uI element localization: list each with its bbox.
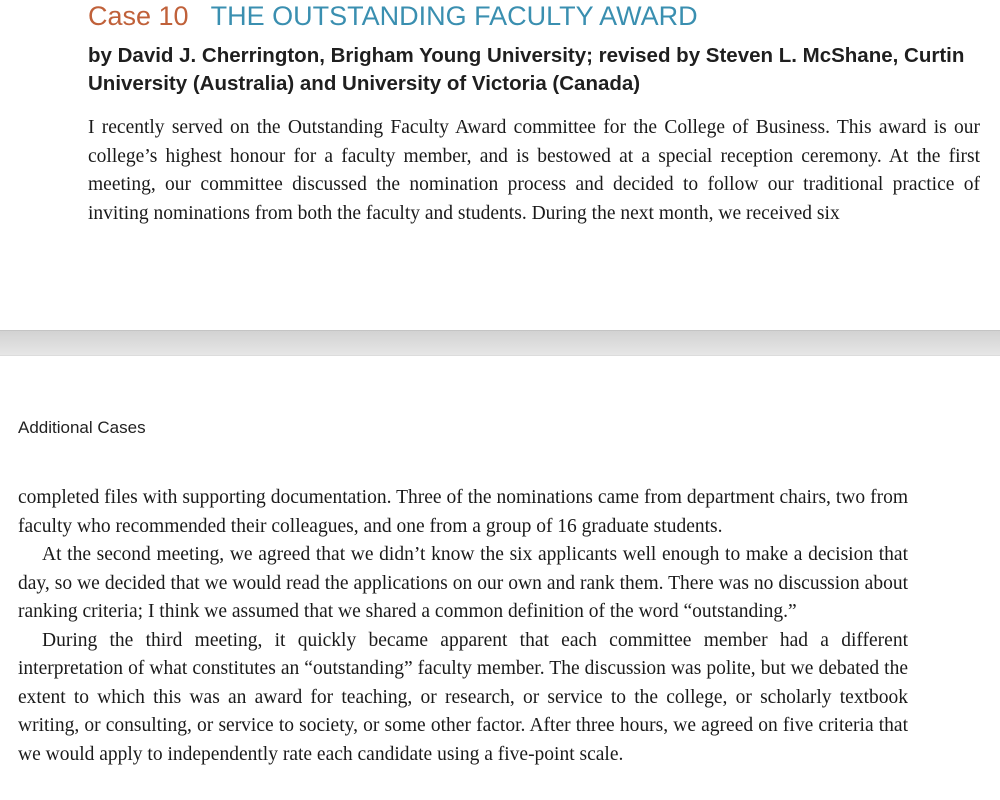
author-byline: by David J. Cherrington, Brigham Young University; revised by Steven L. McShane, Curtin University (Australia) and University of Victoria (Canada): [88, 44, 965, 95]
case-number: Case 10: [88, 1, 189, 31]
paragraph-third-meeting: During the third meeting, it quickly became apparent that each committee member had a different interpretation of what constitutes an “outstanding” faculty member. The discussion was polite, but we debated the extent to which this was an award for teaching, or research, or service to the college, or scholarly textbook writing, or consulting, or service to society, or some other factor. After three hours, we agreed on five criteria that we would apply to independently rate each candidate using a five-point scale.: [18, 629, 908, 765]
case-title: THE OUTSTANDING FACULTY AWARD: [210, 1, 698, 31]
running-head: Additional Cases: [18, 418, 146, 437]
page-separator: [0, 330, 1000, 356]
intro-paragraph: I recently served on the Outstanding Faculty Award committee for the College of Business. This award is our college’s highest honour for a faculty member, and is bestowed at a special reception ceremony. At the first meeting, our committee discussed the nomination process and decided to follow our traditional practice of inviting nominations from both the faculty and students. During the next month, we received six: [88, 117, 980, 224]
paragraph-continued: completed files with supporting documentation. Three of the nominations came from department chairs, two from faculty who recommended their colleagues, and one from a group of 16 graduate students.: [18, 487, 908, 537]
body-text-block: [18, 484, 908, 769]
paragraph-second-meeting: At the second meeting, we agreed that we didn’t know the six applicants well enough to make a decision that day, so we decided that we would read the applications on our own and rank them. There was no discussion about ranking criteria; I think we assumed that we shared a common definition of the word “outstanding.”: [18, 544, 908, 622]
case-heading: [88, 0, 698, 34]
top-page: [0, 0, 1000, 330]
